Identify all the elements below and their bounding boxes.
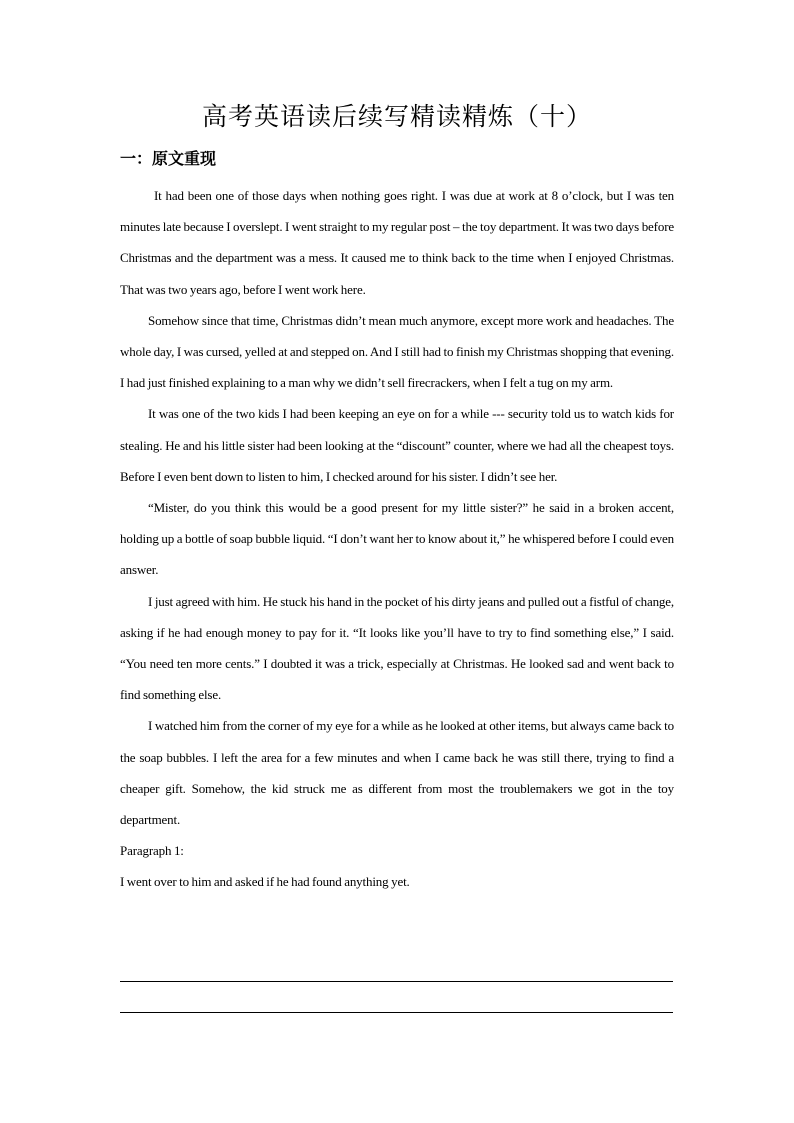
passage-paragraph-4: “Mister, do you think this would be a good present for my little sister?” he said in a broken accent, holding up a bottle of soap bubble liquid. “I don’t want her to know about it,” he whispered before I could even answer. [120, 500, 674, 578]
section-heading: 一：原文重现 [120, 149, 217, 168]
passage-body [120, 180, 674, 898]
passage-paragraph-2: Somehow since that time, Christmas didn’t mean much anymore, except more work and headaches. The whole day, I was cursed, yelled at and stepped on. And I still had to finish my Christmas shopping that evening. I had just finished explaining to a man why we didn’t sell firecrackers, when I felt a tug on my arm. [120, 312, 674, 391]
passage-paragraph-1: It had been one of those days when nothing goes right. I was due at work at 8 o’clock, but I was ten minutes late because I overslept. I went straight to my regular post – the toy department. It was two days before Christmas and the department was a mess. It caused me to think back to the time when I enjoyed Christmas. That was two years ago, before I went work here. [120, 188, 674, 297]
continuation-opening-sentence: I went over to him and asked if he had found anything yet. [120, 874, 410, 890]
answer-line [120, 1012, 673, 1013]
continuation-label: Paragraph 1: [120, 843, 184, 859]
passage-paragraph-3: It was one of the two kids I had been keeping an eye on for a while --- security told us to watch kids for stealing. He and his little sister had been looking at the “discount” counter, where we had all the cheapest toys. Before I even bent down to listen to him, I checked around for his sister. I didn’t see her. [120, 406, 674, 484]
answer-line [120, 981, 673, 982]
page-title: 高考英语读后续写精读精炼（十） [201, 102, 592, 131]
passage-paragraph-6: I watched him from the corner of my eye for a while as he looked at other items, but always came back to the soap bubbles. I left the area for a few minutes and when I came back he was still there, trying to find a cheaper gift. Somehow, the kid struck me as different from most the troublemakers we got in the toy department. [120, 718, 674, 828]
passage-paragraph-5: I just agreed with him. He stuck his hand in the pocket of his dirty jeans and pulled out a fistful of change, asking if he had enough money to pay for it. “It looks like you’ll have to try to find something else,” I said. “You need ten more cents.” I doubted it was a trick, especially at Christmas. He looked sad and went back to find something else. [120, 593, 674, 703]
